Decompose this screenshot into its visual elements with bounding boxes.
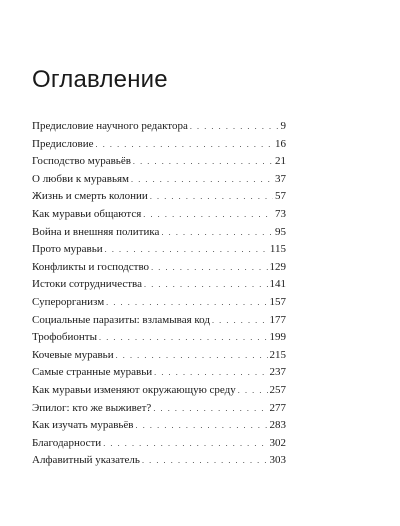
toc-entry-title: Конфликты и господство <box>32 260 150 273</box>
dot-leader <box>103 435 267 453</box>
toc-entry-page: 115 <box>269 243 286 256</box>
toc-entry <box>32 382 286 400</box>
toc-entry-title: О любви к муравьям <box>32 172 129 185</box>
toc-entry <box>32 364 286 382</box>
dot-leader <box>161 224 273 242</box>
toc-title: Оглавление <box>32 66 168 93</box>
dot-leader <box>106 294 267 312</box>
toc-entry-page: 257 <box>269 383 286 396</box>
toc-entry <box>32 452 286 470</box>
toc-entry-title: Жизнь и смерть колонии <box>32 190 148 203</box>
toc-entry-title: Социальные паразиты: взламывая код <box>32 313 210 326</box>
toc-entry-page: 95 <box>275 225 286 238</box>
toc-entry-title: Алфавитный указатель <box>32 454 140 467</box>
toc-entry <box>32 206 286 224</box>
dot-leader <box>142 452 268 470</box>
toc-entry-page: 16 <box>275 137 286 150</box>
toc-entry <box>32 417 286 435</box>
toc-entry-title: Предисловие научного редактора <box>32 120 188 132</box>
toc-entry <box>32 329 286 347</box>
dot-leader <box>96 136 274 154</box>
toc-entry-page: 283 <box>269 419 286 432</box>
toc-entry-page: 303 <box>269 454 286 467</box>
toc-entry-title: Трофобионты <box>32 331 97 344</box>
toc-entry-title: Предисловие <box>32 137 94 150</box>
toc-entry-title: Эпилог: кто же выживет? <box>32 401 152 414</box>
toc-entry-page: 9 <box>280 120 286 132</box>
toc-entry-page: 199 <box>269 331 286 344</box>
toc-entry-title: Как муравьи изменяют окружающую среду <box>32 383 236 396</box>
toc-entry <box>32 259 286 277</box>
toc-entry <box>32 136 286 154</box>
toc-entry-page: 302 <box>269 436 286 449</box>
dot-leader <box>133 153 273 171</box>
toc-entry-title: Кочевые муравьи <box>32 348 114 361</box>
toc-entry-page: 57 <box>275 190 286 203</box>
dot-leader <box>154 364 267 382</box>
toc-entry <box>32 435 286 453</box>
toc-entry <box>32 400 286 418</box>
toc-entry <box>32 188 286 206</box>
toc-entry-page: 21 <box>275 155 286 168</box>
toc-entry-page: 237 <box>269 366 286 379</box>
toc-entry-page: 277 <box>269 401 286 414</box>
dot-leader <box>131 171 273 189</box>
dot-leader <box>144 276 268 294</box>
toc-entry-title: Суперорганизм <box>32 295 105 308</box>
dot-leader <box>116 347 268 365</box>
dot-leader <box>99 329 268 347</box>
toc-entry-page: 129 <box>269 260 286 273</box>
dot-leader <box>153 400 267 418</box>
toc-entry-title: Истоки сотрудничества <box>32 278 142 291</box>
toc-entry-page: 37 <box>275 172 286 185</box>
toc-entry-title: Господство муравьёв <box>32 155 131 168</box>
toc-entry <box>32 294 286 312</box>
dot-leader <box>238 382 268 400</box>
dot-leader <box>143 206 273 224</box>
toc-entry <box>32 153 286 171</box>
toc-entry-title: Как муравьи общаются <box>32 207 142 220</box>
dot-leader <box>136 417 268 435</box>
toc-entry-page: 141 <box>269 278 286 291</box>
dot-leader <box>151 259 267 277</box>
toc-entry-title: Прото муравьи <box>32 243 103 256</box>
dot-leader <box>212 312 268 330</box>
toc-entry <box>32 312 286 330</box>
toc-entry-page: 73 <box>275 207 286 220</box>
dot-leader <box>190 118 279 136</box>
toc-list <box>32 118 286 470</box>
toc-entry <box>32 276 286 294</box>
toc-entry <box>32 347 286 365</box>
toc-entry <box>32 241 286 259</box>
toc-entry-title: Война и внешняя политика <box>32 225 160 238</box>
toc-entry <box>32 171 286 189</box>
toc-entry-title: Благодарности <box>32 436 102 449</box>
dot-leader <box>150 188 273 206</box>
toc-entry-title: Самые странные муравьи <box>32 366 153 379</box>
toc-entry-page: 215 <box>269 348 286 361</box>
toc-entry-page: 177 <box>269 313 286 326</box>
toc-entry-title: Как изучать муравьёв <box>32 419 134 432</box>
toc-entry <box>32 118 286 136</box>
toc-entry <box>32 224 286 242</box>
dot-leader <box>105 241 268 259</box>
toc-entry-page: 157 <box>269 295 286 308</box>
